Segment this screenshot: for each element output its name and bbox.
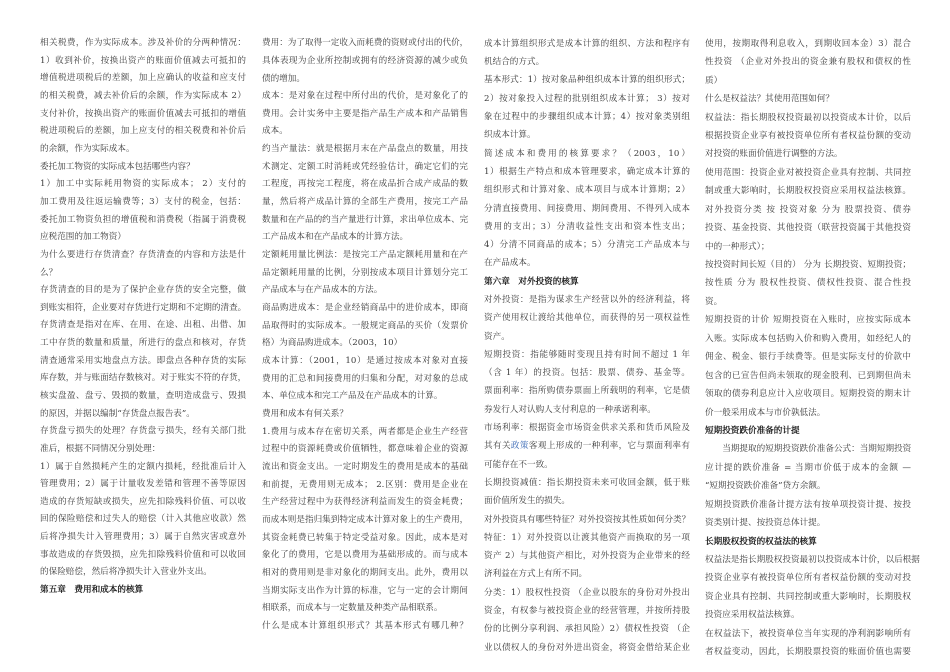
text-column-4: [705, 35, 920, 662]
text-line: 费用的汇总和间接费用的归集和分配，对对象的总成: [262, 373, 468, 384]
text-line: 对投资的账面价值进行调整的方法。: [705, 149, 843, 160]
text-line: 的余额，作为实际成本。: [40, 144, 135, 155]
text-line: 么？: [40, 267, 58, 278]
text-line: 长期投资减值：指长期投资未来可收回金额，低于账: [484, 477, 690, 488]
text-column-3: [484, 35, 690, 657]
text-line: 成本计算：（2001，10）是通过按成本对象对直接: [262, 356, 468, 366]
text-line: 的相关税费，减去补价后的余额，作为实际成本 2）: [40, 91, 246, 102]
text-line: 使用，按期取得利息收入，到期收回本金）3）混合: [705, 38, 911, 49]
section-heading: 第五章 费用和成本的核算: [40, 585, 144, 596]
text-line: 根据投资企业享有被投资单位所有者权益份额的变动: [705, 130, 911, 141]
text-line: 资。: [705, 296, 723, 307]
text-line: 费用和成本有何关系？: [262, 408, 348, 419]
text-line: 增值税进项税后的差额，加上应确认的收益和应支付: [40, 73, 246, 84]
text-line: 费用。会计实务中主要是指产品生产成本和产品销售: [262, 108, 468, 119]
text-line: 资产 2）与其他资产相比，对外投资为企业带来的经: [484, 551, 690, 562]
text-line: 权益法：指长期股权投资最初以投资成本计价，以后: [705, 112, 911, 123]
text-line: 按性质 分为 股权性投资、债权性投资、混合性投: [705, 278, 911, 289]
text-line: 格）为商品购进成本。（2003，10）: [262, 338, 403, 349]
text-line: 当期提取的短期投资跌价准备公式：当期短期投资: [705, 444, 912, 455]
text-line: “短期投资跌价准备”贷方余额。: [705, 481, 826, 492]
text-line: 1）根据生产特点和成本管理要求，确定成本计算的: [484, 166, 690, 177]
text-line: 相联系，而成本与一定数量及种类产品相联系。: [262, 603, 443, 614]
text-line: 本、单位成本和完工产品及在产品成本的计算。: [262, 391, 443, 402]
text-line: 投资、基金投资、其他投资（联营投资属于其他投资: [705, 223, 911, 234]
text-line: 简述成本和费用的核算要求？（2003，10）: [484, 148, 690, 159]
text-line: 库存数，并与账面结存数核对。对于账实不符的存货，: [40, 373, 247, 384]
text-line: 其资金耗费已转集于特定受益对象。因此，成本是对: [262, 532, 468, 543]
text-line: [484, 437, 690, 455]
text-line: 到账实相符，企业要对存货进行定期和不定期的清查。: [40, 302, 247, 313]
text-line: 委托加工物资负担的增值税和消费税（指属于消费税: [40, 214, 246, 225]
text-line: 分类：1）股权性投资 （企业以股东的身份对外投出: [484, 587, 690, 598]
text-line: 品定额耗用量的比例，分别按成本项目计算划分完工: [262, 267, 468, 278]
text-line: 流出和资金支出。一定时期发生的费用是成本的基础: [262, 461, 468, 472]
text-line: 术测定、定额工时消耗或凭经验估计，确定它们的完: [262, 161, 468, 172]
text-line: 基本形式：1）按对象品种组织成本计算的组织形式；: [484, 75, 690, 86]
text-line: 4）分清不同商品的成本；5）分清完工产品成本与: [484, 240, 690, 251]
text-line: 成本。: [262, 126, 288, 137]
text-line: 在权益法下，被投资单位当年实现的净利润影响所有: [705, 628, 911, 639]
text-line: 委托加工物资的实际成本包括哪些内容？: [40, 161, 195, 172]
text-line: 短期投资：指能够随时变现且持有时间不超过 1 年: [484, 349, 690, 360]
text-line: 投资企业享有被投资单位所有者权益份额的变动对投: [705, 573, 911, 584]
text-line: 资产。: [484, 331, 510, 342]
text-line: 加工费用及往返运输费等；3）支付的税金，包括：: [40, 196, 246, 207]
text-line: 1）收到补价，按换出资产的账面价值减去可抵扣的: [40, 55, 246, 66]
text-line: 存货清查的目的是为了保护企业存货的安全完整，做: [40, 285, 246, 296]
text-line: 短期投资的计价 短期投资在入账时，应按实际成本: [705, 315, 911, 326]
text-line: 权益法是指长期股权投资最初以投资成本计价，以后根据: [705, 555, 920, 566]
text-line: 象在过程中的步骤组织成本计算；4）按对象类别组: [484, 112, 690, 123]
text-line: 特征：1）对外投资以让渡其他资产而换取的另一项: [484, 532, 690, 543]
text-line: 组织形式和计算对象、成本项目与成本计算期；2）: [484, 185, 690, 196]
text-line: 和前提，无费用则无成本； 2.区别：费用是企业在: [262, 479, 468, 490]
text-line: 济利益在方式上有所不同。: [484, 569, 588, 580]
text-line: 核实盘盈、盘亏、毁损的数量，查明造成盘亏、毁损: [40, 391, 246, 401]
text-line: 按投资时间长短（目的） 分为 长期投资、短期投资；: [705, 260, 911, 271]
text-line: 象化了的费用，它是以费用为基础形成的。而与成本: [262, 550, 468, 561]
text-line: 2）按对象投入过程的批别组织成本计算； 3）按对: [484, 93, 690, 104]
text-column-2: [262, 35, 468, 635]
text-link[interactable]: 政策: [510, 441, 529, 452]
text-line: 为什么要进行存货清查？存货清查的内容和方法是什: [40, 249, 246, 260]
text-line: 应计提的跌价准备 = 当期市价低于成本的金额 —: [705, 462, 911, 473]
text-line: 1.费用与成本存在密切关系，两者都是企业生产经营: [262, 426, 468, 437]
text-line: 市场利率：根据资金市场资金供求关系和货币风险及: [484, 423, 690, 434]
text-line: 分清直接费用、间接费用、期间费用、不得列入成本: [484, 203, 690, 214]
text-line: 品取得时的实际成本。一般规定商品的买价（发票价: [262, 320, 468, 331]
text-line: 管理费用；2）属于计量收发差错和管理不善等原因: [40, 479, 246, 490]
text-line: 约当产量法：就是根据月末在产品盘点的数量，用技: [262, 144, 468, 155]
section-heading: 短期投资跌价准备的计提: [705, 425, 800, 436]
text-line: 对外投资具有哪些特征？对外投资按其性质如何分类？: [484, 514, 691, 525]
text-line: 准后，根据不同情况分别处理：: [40, 443, 161, 454]
text-line: 量，然后将产成品计算的全部生产费用，按完工产品: [262, 197, 468, 208]
text-line: 后将净损失计入管理费用；3）属于自然灾害或意外: [40, 532, 246, 543]
text-line: 应税范围的加工物资）: [40, 232, 126, 243]
text-line: 性投资 （企业对外投出的资金兼有股权和债权的性: [705, 57, 911, 68]
text-line: 相对的费用则是非对象化的期间支出。此外，费用以: [262, 567, 468, 578]
text-line: 支付补价，按换出资产的账面价值减去可抵扣的增值: [40, 108, 246, 119]
text-line: 制或重大影响时，长期股权投资应采用权益法核算。: [705, 186, 911, 197]
text-line: 相关税费，作为实际成本。涉及补价的分两种情况：: [40, 38, 246, 49]
text-line: 费用的支出；3）分清收益性支出和资本性支出；: [484, 221, 690, 232]
text-line: 什么是权益法？其使用范围如何？: [705, 94, 834, 105]
text-line: 对外投资分类 按 投资对象 分为 股票投资、债券: [705, 204, 911, 215]
text-segment: 其有关: [484, 441, 511, 452]
text-line: 债的增加。: [262, 73, 305, 84]
text-line: 而成本则是指归集到特定成本计算对象上的生产费用，: [262, 514, 469, 525]
text-line: 存货清查是指对在库、在用、在途、出租、出借、加: [40, 320, 246, 331]
text-line: 投资应采用权益法核算。: [705, 610, 800, 621]
text-line: 对外投资：是指为谋求生产经营以外的经济利益，将: [484, 295, 690, 305]
text-segment: 客观上形成的一种利率，它与票面利率有: [528, 441, 690, 452]
text-line: 成本：是对象在过程中所付出的代价，是对象化了的: [262, 91, 468, 102]
text-line: 回的保险赔偿和过失人的赔偿（计入其他应收款）然: [40, 514, 246, 525]
text-line: 资产使用权让渡给其他单位，而获得的另一项权益性: [484, 313, 690, 324]
text-line: 份的比例分享利润、承担风险）2）债权性投资 （企: [484, 624, 690, 635]
text-line: 工产品成本和在产品成本的计算方法。: [262, 232, 409, 243]
text-line: 面价值所发生的损失。: [484, 496, 570, 507]
text-line: 费用：为了取得一定收入而耗费的资财或付出的代价，: [262, 38, 469, 49]
text-line: 税进项税后的差额，加上应支付的相关税费和补价后: [40, 126, 246, 137]
text-line: 造成的存货短缺或损失，应先扣除残料价值、可以收: [40, 496, 246, 507]
text-line: 可能存在不一致。: [484, 459, 553, 470]
text-column-1: [40, 35, 246, 600]
text-line: 中的一种形式）；: [705, 241, 770, 252]
text-line: 1）属于自然损耗产生的定额内损耗，经批准后计入: [40, 461, 246, 472]
text-line: 数量和在产品的约当产量进行计算，求出单位成本、完: [262, 214, 469, 225]
text-line: 清查通常采用实地盘点方法。即盘点各种存货的实际: [40, 355, 246, 366]
text-line: 在产品成本。: [484, 258, 536, 269]
text-line: 入账。实际成本包括购入价和购入费用，如经纪人的: [705, 333, 911, 344]
text-line: 生产经营过程中为获得经济利益而发生的资金耗费；: [262, 497, 468, 508]
text-line: 机结合的方式。: [484, 57, 545, 68]
text-line: 价一般采用成本与市价孰低法。: [705, 407, 826, 418]
text-line: 过程中的资源耗费或价值牺牲，都意味着企业的资源: [262, 444, 468, 455]
text-line: 资类别计提、按投资总体计提。: [705, 518, 826, 529]
section-heading: 第六章 对外投资的核算: [484, 276, 579, 287]
text-line: 质）: [705, 75, 723, 86]
text-line: 的原因，并据以编制“存货盘点报告表”。: [40, 408, 195, 419]
text-line: 定额耗用量比例法：是按完工产品定额耗用量和在产: [262, 250, 468, 261]
text-line: 织成本计算。: [484, 130, 536, 141]
text-line: 资金，有权参与被投资企业的经营管理，并按所持股: [484, 606, 690, 617]
text-line: 包含的已宣告但尚未领取的现金股利、已到期但尚未: [705, 370, 911, 381]
text-line: 票面利率：指所购债券票面上所载明的利率，它是债: [484, 386, 690, 397]
text-line: 成本计算组织形式是成本计算的组织、方法和程序有: [484, 38, 690, 49]
text-line: 领取的债券利息应计入应收项目。短期投资的期末计: [705, 389, 911, 400]
text-line: 什么是成本计算组织形式？其基本形式有哪几种？: [262, 620, 468, 631]
text-line: 的保险赔偿，然后将净损失计入营业外支出。: [40, 567, 212, 578]
text-line: 资企业具有控制、共同控制或重大影响时，长期股权: [705, 591, 911, 602]
text-line: 商品购进成本：是企业经销商品中的进价成本，即商: [262, 303, 468, 314]
text-line: 存货盘亏损失的处理？存货盘亏损失，经有关部门批: [40, 426, 246, 437]
text-line: （含 1 年）的投资。包括：股票、债券、基金等。: [484, 368, 690, 379]
text-line: 业以债权人的身份对外进出资金，将资金借给某企业: [484, 642, 690, 653]
text-line: 工中存货的数量和质量，所进行的盘点和核对，存货: [40, 338, 246, 349]
text-line: 事故造成的存货毁损，应先扣除残料价值和可以收回: [40, 549, 246, 560]
text-line: 使用范围：投资企业对被投资企业具有控制、共同控: [705, 167, 911, 178]
text-line: 者权益变动，因此，长期股票投资的账面价值也需要: [705, 647, 911, 658]
text-line: 短期投资跌价准备计提方法有按单项投资计提、按投: [705, 499, 911, 510]
text-line: 佣金、税金、银行手续费等。但是实际支付的价款中: [705, 352, 911, 363]
text-line: 工程度，再按完工程度，将在成品折合成产成品的数: [262, 179, 468, 190]
text-line: 券发行人对认购人支付利息的一种承诺利率。: [484, 404, 656, 415]
text-line: 当期实际支出作为计算的标准，它与一定的会计期间: [262, 585, 468, 596]
section-heading: 长期股权投资的权益法的核算: [705, 536, 817, 547]
text-line: 具体表现为企业所控制或拥有的经济资源的减少或负: [262, 55, 468, 66]
text-line: 1）加工中实际耗用物资的实际成本； 2）支付的: [40, 179, 246, 190]
text-line: 产品成本与在产品成本的方法。: [262, 285, 383, 296]
